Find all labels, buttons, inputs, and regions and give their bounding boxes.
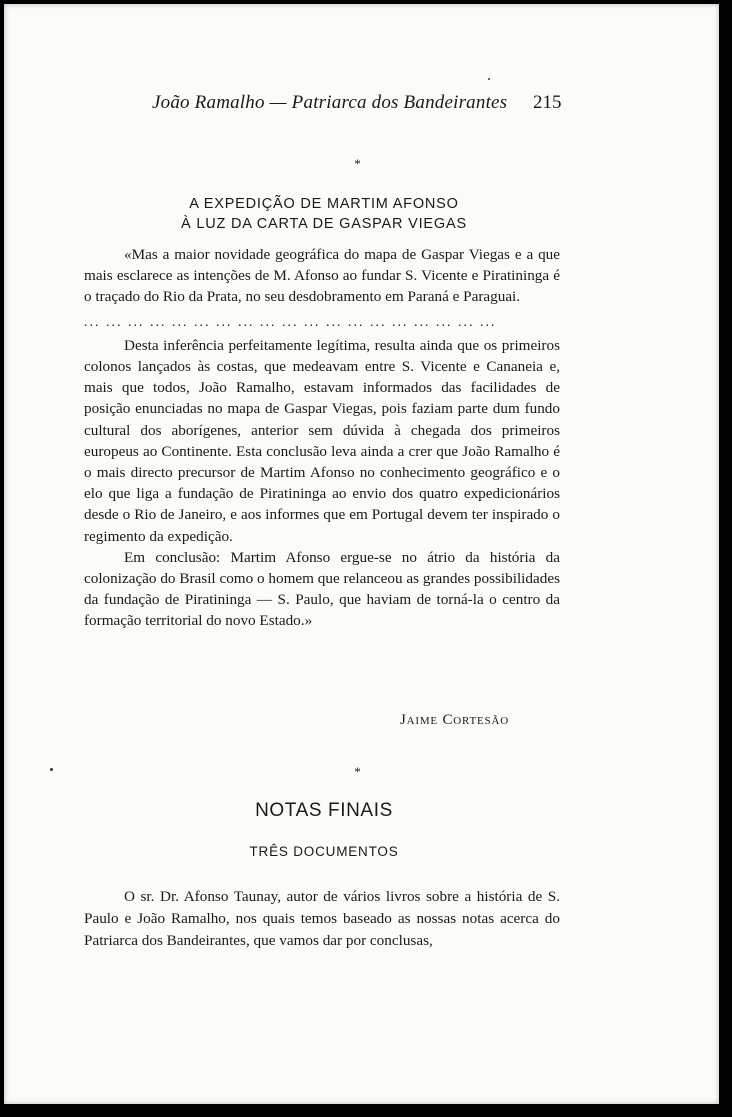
article-paragraph-2: Desta inferência perfeitamente legítima, resulta ainda que os primeiros colonos lançados às costas, que medeavam entre S. Vicente e Cananeia e, mais que todos, João Ramalho, estavam informados das facilidades de posição enunciadas no mapa de Gaspar Viegas, pois faziam parte dum fundo cultural dos aborígenes, anterior sem dúvida à chegada dos primeiros europeus ao Continente. Esta conclusão leva ainda a crer que João Ramalho é o mais directo precursor de Martim Afonso no conhecimento geográfico e o elo que liga a fundação de Piratininga ao envio dos quatro expedicionários desde o Rio de Janeiro, e aos informes que em Portugal devem ter inspirado o regimento da expedição. <box>84 336 560 545</box>
notes-subheading: TRÊS DOCUMENTOS <box>249 844 399 859</box>
notes-heading: NOTAS FINAIS <box>255 800 393 821</box>
notes-body <box>84 886 560 952</box>
running-header-title: João Ramalho — Patriarca dos Bandeirantes <box>152 92 508 113</box>
book-page <box>4 4 719 1104</box>
article-title-line-1: A EXPEDIÇÃO DE MARTIM AFONSO <box>189 196 459 212</box>
article-paragraph-3: Em conclusão: Martim Afonso ergue-se no átrio da história da colonização do Brasil como o homem que relanceou as grandes possibilidades da fundação de Piratininga — S. Paulo, que haviam de torná-la o centro da formação territorial do novo Estado.» <box>84 548 560 630</box>
page-number: 215 <box>533 92 562 113</box>
article-body <box>84 244 560 632</box>
paper-speck <box>50 768 53 771</box>
section-separator-top: * <box>354 156 361 171</box>
author-signature: Jaime Cortesão <box>400 712 509 728</box>
notes-paragraph: O sr. Dr. Afonso Taunay, autor de vários livros sobre a história de S. Paulo e João Ramalho, nos quais temos baseado as nossas notas acerca do Patriarca dos Bandeirantes, que vamos dar por conclusas, <box>84 888 560 949</box>
ellipsis-line: ... ... ... ... ... ... ... ... ... ... ... ... ... ... ... ... ... ... ... <box>84 314 497 330</box>
article-title-line-2: À LUZ DA CARTA DE GASPAR VIEGAS <box>181 216 467 232</box>
section-separator-bottom: * <box>354 764 361 779</box>
article-title <box>4 194 644 234</box>
paper-speck <box>488 78 490 80</box>
article-paragraph-1: «Mas a maior novidade geográfica do mapa de Gaspar Viegas e a que mais esclarece as intenções de M. Afonso ao fundar S. Vicente e Piratininga é o traçado do Rio da Prata, no seu desdobramento em Paraná e Paraguai. <box>84 246 560 306</box>
